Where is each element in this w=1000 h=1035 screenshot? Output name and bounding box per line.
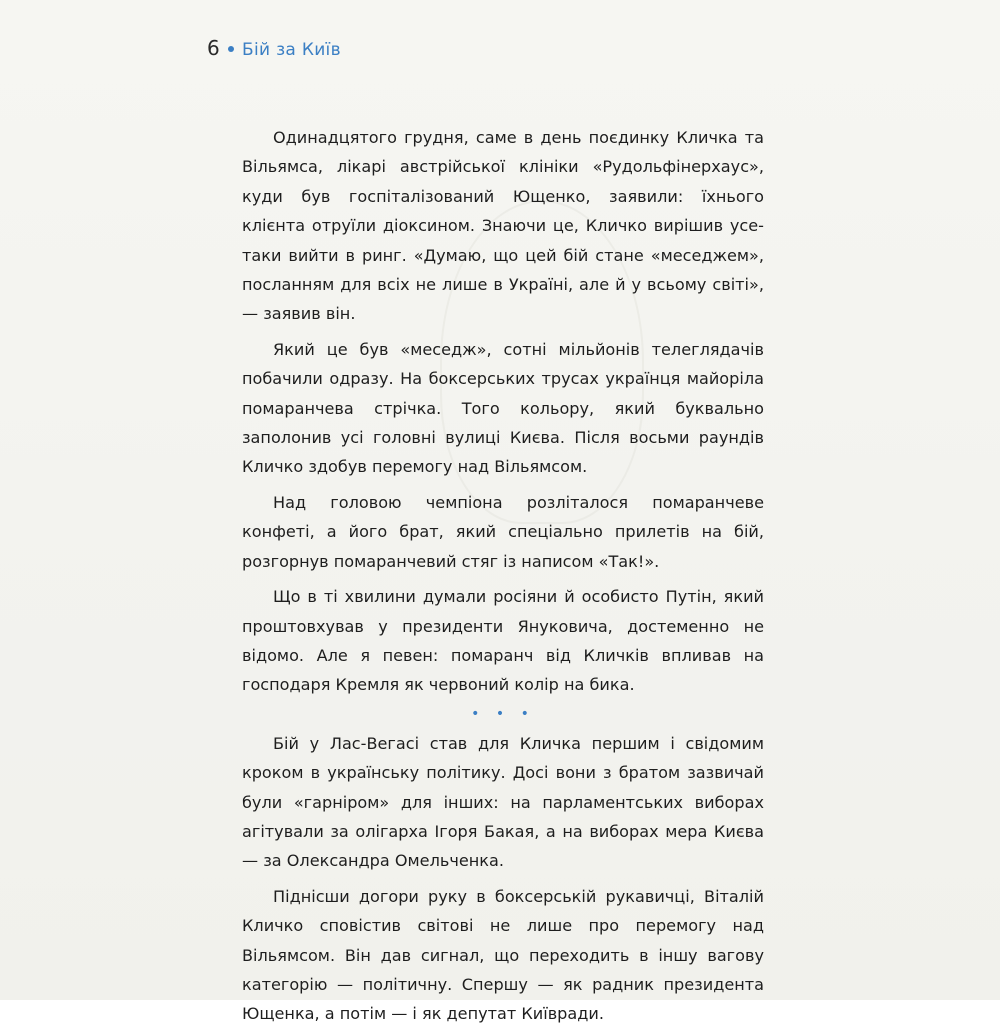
running-head [207,36,341,60]
paragraph-1: Одинадцятого грудня, саме в день поєдинку Кличка та Вільямса, лікарі австрійської клініки «Рудольфінерхаус», куди був госпіталізований Ющенко, заявили: їхнього клієнта отруїли діоксином. Знаючи це, Кличко вирішив усе-таки вийти в ринг. «Думаю, що цей бій стане «меседжем», посланням для всіх не лише в Україні, але й у всьому світі», — заявив він. [242,128,764,324]
chapter-title: Бій за Київ [242,40,341,60]
bullet-icon [228,46,234,52]
paragraph-5: Бій у Лас-Вегасі став для Кличка першим і свідомим кроком в українську політику. Досі вони з братом зазвичай були «гарніром» для інших: на парламентських виборах агітували за олігарха Ігоря Бакая, а на виборах мера Києва — за Олександра Омельченка. [242,733,764,871]
body-text [242,123,764,1035]
paragraph-4: Що в ті хвилини думали росіяни й особисто Путін, який проштовхував у президенти Януковича, достеменно не відомо. Але я певен: помаранч від Кличків впливав на господаря Кремля як червоний колір на бика. [242,587,764,695]
section-separator: • • • [471,705,535,722]
paragraph-2: Який це був «меседж», сотні мільйонів телеглядачів побачили одразу. На боксерських трусах українця майоріла помаранчева стрічка. Того кольору, який буквально заполонив усі головні вулиці Києва. Після восьми раундів Кличко здобув перемогу над Вільямсом. [242,339,764,477]
paragraph-6: Піднісши догори руку в боксерській рукавичці, Віталій Кличко сповістив світові не лише про перемогу над Вільямсом. Він дав сигнал, що переходить в іншу вагову категорію — політичну. Спершу — як радник президента Ющенка, а потім — і як депутат Київради. [242,886,764,1024]
page-number: 6 [207,36,221,60]
paragraph-3: Над головою чемпіона розліталося помаранчеве конфеті, а його брат, який спеціально прилетів на бій, розгорнув помаранчевий стяг із написом «Так!». [242,492,764,571]
